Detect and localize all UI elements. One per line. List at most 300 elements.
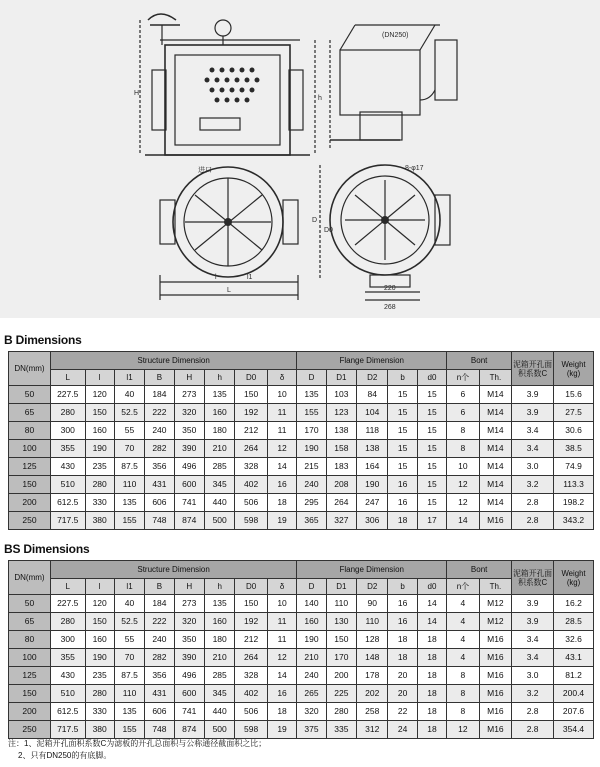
table-cell: 375 (297, 721, 326, 739)
table-cell: 3.9 (512, 595, 554, 613)
table-cell: 15 (417, 404, 446, 422)
table-cell: 198.2 (554, 494, 594, 512)
table-cell: 227.5 (50, 386, 85, 404)
table-cell: 81.2 (554, 667, 594, 685)
table-cell: 19 (267, 721, 296, 739)
dn-cell: 250 (9, 512, 51, 530)
table-cell: 390 (174, 440, 204, 458)
table-cell: 184 (145, 595, 174, 613)
table-cell: 365 (297, 512, 326, 530)
table-cell: 2.8 (512, 703, 554, 721)
dim-l-label: l (215, 274, 217, 281)
table-cell: 300 (50, 631, 85, 649)
table-cell: 14 (447, 512, 479, 530)
table-cell: 598 (235, 512, 267, 530)
table-cell: 717.5 (50, 721, 85, 739)
table-cell: 6 (447, 386, 479, 404)
table-cell: 355 (50, 440, 85, 458)
table-cell: 135 (114, 703, 144, 721)
weight-header: Weight (kg) (554, 352, 594, 386)
table-cell: 55 (114, 422, 144, 440)
table-cell: 90 (357, 595, 388, 613)
table-cell: 210 (297, 649, 326, 667)
table-cell: 8 (447, 685, 479, 703)
table-cell: 210 (204, 440, 234, 458)
coefficient-header: 泥箱开孔面积系数C (512, 561, 554, 595)
column-header: D2 (357, 370, 388, 386)
table-cell: 280 (50, 404, 85, 422)
column-header: D0 (235, 579, 267, 595)
table-cell: 30.6 (554, 422, 594, 440)
table-cell: 328 (235, 458, 267, 476)
table-cell: 335 (326, 721, 356, 739)
table-row (9, 422, 594, 440)
table-cell: 240 (145, 422, 174, 440)
column-header: n个 (447, 370, 479, 386)
table-cell: 135 (204, 386, 234, 404)
table-cell: 3.4 (512, 631, 554, 649)
table-cell: 306 (357, 512, 388, 530)
table-cell: 16 (267, 685, 296, 703)
table-cell: 496 (174, 458, 204, 476)
table-cell: 402 (235, 476, 267, 494)
table-cell: 247 (357, 494, 388, 512)
table-row (9, 595, 594, 613)
column-header: d0 (417, 579, 446, 595)
dn-cell: 100 (9, 649, 51, 667)
table-cell: 717.5 (50, 512, 85, 530)
table-cell: 210 (204, 649, 234, 667)
dim-H-label: H (134, 90, 140, 97)
table-cell: 212 (235, 422, 267, 440)
table-cell: 8 (447, 422, 479, 440)
table-cell: 110 (357, 613, 388, 631)
table-cell: 12 (447, 721, 479, 739)
table-cell: 135 (297, 386, 326, 404)
table-cell: 327 (326, 512, 356, 530)
table-cell: 138 (357, 440, 388, 458)
table-cell: 235 (85, 667, 114, 685)
table-cell: 350 (174, 631, 204, 649)
bs-dimensions-table (8, 560, 594, 739)
table-cell: 506 (235, 703, 267, 721)
table-cell: 12 (447, 476, 479, 494)
flange-header: Flange Dimension (297, 561, 447, 579)
table-cell: 16 (267, 476, 296, 494)
table-cell: 110 (114, 685, 144, 703)
table-cell: 330 (85, 703, 114, 721)
table-row (9, 703, 594, 721)
table-cell: 15 (388, 404, 417, 422)
table-cell: 74.9 (554, 458, 594, 476)
table-cell: 14 (417, 595, 446, 613)
table-cell: 190 (297, 631, 326, 649)
table-cell: 11 (267, 613, 296, 631)
inlet-label: 进口 (198, 167, 212, 174)
table-row (9, 631, 594, 649)
column-header: l1 (114, 579, 144, 595)
table-cell: 55 (114, 631, 144, 649)
dim-L-label: L (227, 287, 231, 294)
table-cell: 264 (235, 440, 267, 458)
dn-header: DN(mm) (9, 352, 51, 386)
table-cell: 84 (357, 386, 388, 404)
table-cell: 15 (388, 440, 417, 458)
table-cell: 160 (204, 613, 234, 631)
table-cell: 135 (114, 494, 144, 512)
table-cell: 506 (235, 494, 267, 512)
table-cell: 40 (114, 386, 144, 404)
table-cell: 285 (204, 667, 234, 685)
column-header: D (297, 370, 326, 386)
table-cell: 345 (204, 476, 234, 494)
table-cell: 18 (417, 685, 446, 703)
column-header: δ (267, 370, 296, 386)
table-cell: 192 (235, 404, 267, 422)
note-2: 2、只有DN250的有底脚。 (18, 751, 112, 760)
table-cell: 402 (235, 685, 267, 703)
column-header: D0 (235, 370, 267, 386)
table-cell: 598 (235, 721, 267, 739)
dn-cell: 150 (9, 685, 51, 703)
table-cell: 17 (417, 512, 446, 530)
dn-cell: 250 (9, 721, 51, 739)
table-cell: 20 (388, 667, 417, 685)
table-cell: 4 (447, 613, 479, 631)
table-cell: 2.8 (512, 721, 554, 739)
table-cell: 160 (85, 631, 114, 649)
table-cell: 150 (85, 613, 114, 631)
table-cell: 140 (297, 595, 326, 613)
table-cell: 430 (50, 458, 85, 476)
table-cell: 343.2 (554, 512, 594, 530)
table-cell: 510 (50, 476, 85, 494)
column-header: h (204, 579, 234, 595)
table-cell: 282 (145, 649, 174, 667)
table-cell: 258 (357, 703, 388, 721)
column-header: H (174, 370, 204, 386)
dim-l1-label: l1 (247, 274, 253, 281)
table-cell: 3.9 (512, 386, 554, 404)
table-cell: M14 (479, 458, 511, 476)
table-cell: 273 (174, 595, 204, 613)
table-cell: 130 (326, 613, 356, 631)
table-cell: 178 (357, 667, 388, 685)
table-row (9, 404, 594, 422)
table-cell: 12 (267, 649, 296, 667)
table-cell: 43.1 (554, 649, 594, 667)
table-cell: 227.5 (50, 595, 85, 613)
table-cell: 874 (174, 512, 204, 530)
table-cell: 183 (326, 458, 356, 476)
table-cell: 15 (388, 386, 417, 404)
b-dimensions-title: B Dimensions (4, 333, 82, 347)
table-cell: 138 (326, 422, 356, 440)
bs-dimensions-title: BS Dimensions (4, 542, 90, 556)
note-1: 注：1、泥箱开孔面积系数C为滤板的开孔总面积与公称通径截面积之比； (8, 739, 267, 748)
table-cell: 380 (85, 512, 114, 530)
dn-cell: 125 (9, 458, 51, 476)
dn-cell: 200 (9, 703, 51, 721)
column-header: Th. (479, 370, 511, 386)
table-cell: 320 (174, 404, 204, 422)
dn-cell: 50 (9, 386, 51, 404)
table-cell: 3.2 (512, 685, 554, 703)
table-cell: 500 (204, 512, 234, 530)
table-cell: M16 (479, 721, 511, 739)
table-cell: 600 (174, 685, 204, 703)
table-cell: 103 (326, 386, 356, 404)
table-cell: 40 (114, 595, 144, 613)
table-cell: M16 (479, 703, 511, 721)
table-cell: 15.6 (554, 386, 594, 404)
table-cell: 285 (204, 458, 234, 476)
table-cell: M14 (479, 386, 511, 404)
table-cell: 320 (297, 703, 326, 721)
dim-h-label: h (318, 95, 322, 102)
table-cell: 52.5 (114, 404, 144, 422)
table-cell: 180 (204, 422, 234, 440)
table-cell: 8 (447, 440, 479, 458)
table-cell: 14 (267, 458, 296, 476)
table-cell: 160 (85, 422, 114, 440)
table-cell: 52.5 (114, 613, 144, 631)
table-cell: 15 (417, 386, 446, 404)
table-cell: 874 (174, 721, 204, 739)
table-cell: M14 (479, 440, 511, 458)
table-cell: 14 (417, 613, 446, 631)
table-cell: M16 (479, 685, 511, 703)
bolt-header: Bont (447, 352, 512, 370)
table-cell: 12 (267, 440, 296, 458)
table-cell: 3.4 (512, 440, 554, 458)
table-cell: 190 (85, 649, 114, 667)
table-cell: 155 (114, 512, 144, 530)
dn-cell: 50 (9, 595, 51, 613)
table-cell: 16 (388, 476, 417, 494)
table-cell: 110 (326, 595, 356, 613)
bolt-header: Bont (447, 561, 512, 579)
table-cell: 150 (85, 404, 114, 422)
table-cell: 113.3 (554, 476, 594, 494)
dn-cell: 200 (9, 494, 51, 512)
column-header: L (50, 579, 85, 595)
table-cell: 110 (114, 476, 144, 494)
dim-D-label: D (312, 217, 318, 224)
table-cell: 10 (447, 458, 479, 476)
table-cell: 280 (85, 685, 114, 703)
table-cell: 212 (235, 631, 267, 649)
table-cell: 600 (174, 476, 204, 494)
table-cell: 160 (204, 404, 234, 422)
dim-D0-label: D0 (324, 227, 333, 234)
table-cell: 430 (50, 667, 85, 685)
table-cell: 20 (388, 685, 417, 703)
column-header: h (204, 370, 234, 386)
table-cell: 190 (357, 476, 388, 494)
column-header: l (85, 579, 114, 595)
table-row (9, 440, 594, 458)
structure-header: Structure Dimension (50, 561, 296, 579)
dn-cell: 80 (9, 631, 51, 649)
column-header: B (145, 579, 174, 595)
table-cell: 87.5 (114, 458, 144, 476)
table-cell: 12 (447, 494, 479, 512)
table-cell: 180 (204, 631, 234, 649)
table-cell: 200.4 (554, 685, 594, 703)
table-cell: 280 (85, 476, 114, 494)
table-cell: 184 (145, 386, 174, 404)
table-cell: 11 (267, 404, 296, 422)
table-cell: 18 (267, 494, 296, 512)
table-cell: 19 (267, 512, 296, 530)
table-cell: 158 (326, 440, 356, 458)
table-cell: 500 (204, 721, 234, 739)
table-cell: 18 (267, 703, 296, 721)
table-cell: 320 (174, 613, 204, 631)
table-cell: 8 (447, 703, 479, 721)
table-cell: 3.9 (512, 613, 554, 631)
table-cell: 741 (174, 703, 204, 721)
table-cell: 354.4 (554, 721, 594, 739)
table-cell: 10 (267, 595, 296, 613)
table-cell: 150 (326, 631, 356, 649)
table-cell: 295 (297, 494, 326, 512)
table-cell: 120 (85, 595, 114, 613)
table-row (9, 386, 594, 404)
table-cell: 22 (388, 703, 417, 721)
table-row (9, 667, 594, 685)
table-cell: 120 (85, 386, 114, 404)
table-cell: M14 (479, 422, 511, 440)
table-cell: 87.5 (114, 667, 144, 685)
column-header: l (85, 370, 114, 386)
table-cell: 222 (145, 404, 174, 422)
table-cell: 356 (145, 458, 174, 476)
column-header: H (174, 579, 204, 595)
dn-cell: 125 (9, 667, 51, 685)
table-cell: M16 (479, 512, 511, 530)
table-cell: 15 (417, 440, 446, 458)
table-cell: 170 (326, 649, 356, 667)
table-cell: 200 (326, 667, 356, 685)
table-cell: M12 (479, 613, 511, 631)
table-cell: 16 (388, 595, 417, 613)
table-cell: 6 (447, 404, 479, 422)
table-cell: 264 (235, 649, 267, 667)
table-cell: 164 (357, 458, 388, 476)
column-header: Th. (479, 579, 511, 595)
table-cell: 282 (145, 440, 174, 458)
table-row (9, 512, 594, 530)
table-cell: 128 (357, 631, 388, 649)
column-header: D1 (326, 370, 356, 386)
dn-cell: 80 (9, 422, 51, 440)
table-cell: 207.6 (554, 703, 594, 721)
table-cell: M16 (479, 667, 511, 685)
weight-header: Weight (kg) (554, 561, 594, 595)
column-header: D (297, 579, 326, 595)
table-cell: 280 (326, 703, 356, 721)
table-row (9, 649, 594, 667)
table-cell: 202 (357, 685, 388, 703)
column-header: d0 (417, 370, 446, 386)
table-cell: 355 (50, 649, 85, 667)
column-header: l1 (114, 370, 144, 386)
table-cell: 240 (297, 476, 326, 494)
table-cell: 16 (388, 613, 417, 631)
table-cell: 240 (145, 631, 174, 649)
table-cell: 440 (204, 494, 234, 512)
dn-cell: 65 (9, 613, 51, 631)
table-cell: M16 (479, 649, 511, 667)
dn250-label: (DN250) (382, 32, 409, 39)
table-cell: 350 (174, 422, 204, 440)
table-cell: 14 (267, 667, 296, 685)
column-header: b (388, 370, 417, 386)
table-cell: 440 (204, 703, 234, 721)
table-cell: 2.8 (512, 512, 554, 530)
table-cell: 215 (297, 458, 326, 476)
table-cell: 18 (417, 667, 446, 685)
table-row (9, 458, 594, 476)
table-cell: 264 (326, 494, 356, 512)
table-cell: 18 (417, 631, 446, 649)
table-cell: 192 (235, 613, 267, 631)
table-cell: 15 (417, 476, 446, 494)
table-cell: 3.9 (512, 404, 554, 422)
table-cell: 24 (388, 721, 417, 739)
dn-header: DN(mm) (9, 561, 51, 595)
table-cell: M16 (479, 631, 511, 649)
table-cell: 4 (447, 595, 479, 613)
table-cell: 150 (235, 386, 267, 404)
table-cell: 222 (145, 613, 174, 631)
table-cell: 240 (297, 667, 326, 685)
table-cell: 4 (447, 649, 479, 667)
table-cell: 190 (85, 440, 114, 458)
technical-drawing (0, 0, 600, 318)
column-header: B (145, 370, 174, 386)
table-cell: 612.5 (50, 703, 85, 721)
table-cell: 160 (297, 613, 326, 631)
table-cell: 18 (417, 703, 446, 721)
table-cell: 265 (297, 685, 326, 703)
table-cell: 741 (174, 494, 204, 512)
table-cell: M14 (479, 476, 511, 494)
table-cell: 15 (417, 494, 446, 512)
table-cell: 380 (85, 721, 114, 739)
table-cell: M14 (479, 404, 511, 422)
table-cell: 390 (174, 649, 204, 667)
table-cell: 190 (297, 440, 326, 458)
table-cell: 606 (145, 494, 174, 512)
table-cell: 150 (235, 595, 267, 613)
table-row (9, 494, 594, 512)
table-cell: 612.5 (50, 494, 85, 512)
table-cell: 3.0 (512, 458, 554, 476)
table-cell: 15 (417, 422, 446, 440)
table-cell: 18 (417, 649, 446, 667)
table-cell: 70 (114, 649, 144, 667)
table-cell: 18 (388, 631, 417, 649)
table-row (9, 613, 594, 631)
table-cell: 280 (50, 613, 85, 631)
table-cell: 235 (85, 458, 114, 476)
table-cell: 38.5 (554, 440, 594, 458)
dn-cell: 65 (9, 404, 51, 422)
dn-cell: 100 (9, 440, 51, 458)
